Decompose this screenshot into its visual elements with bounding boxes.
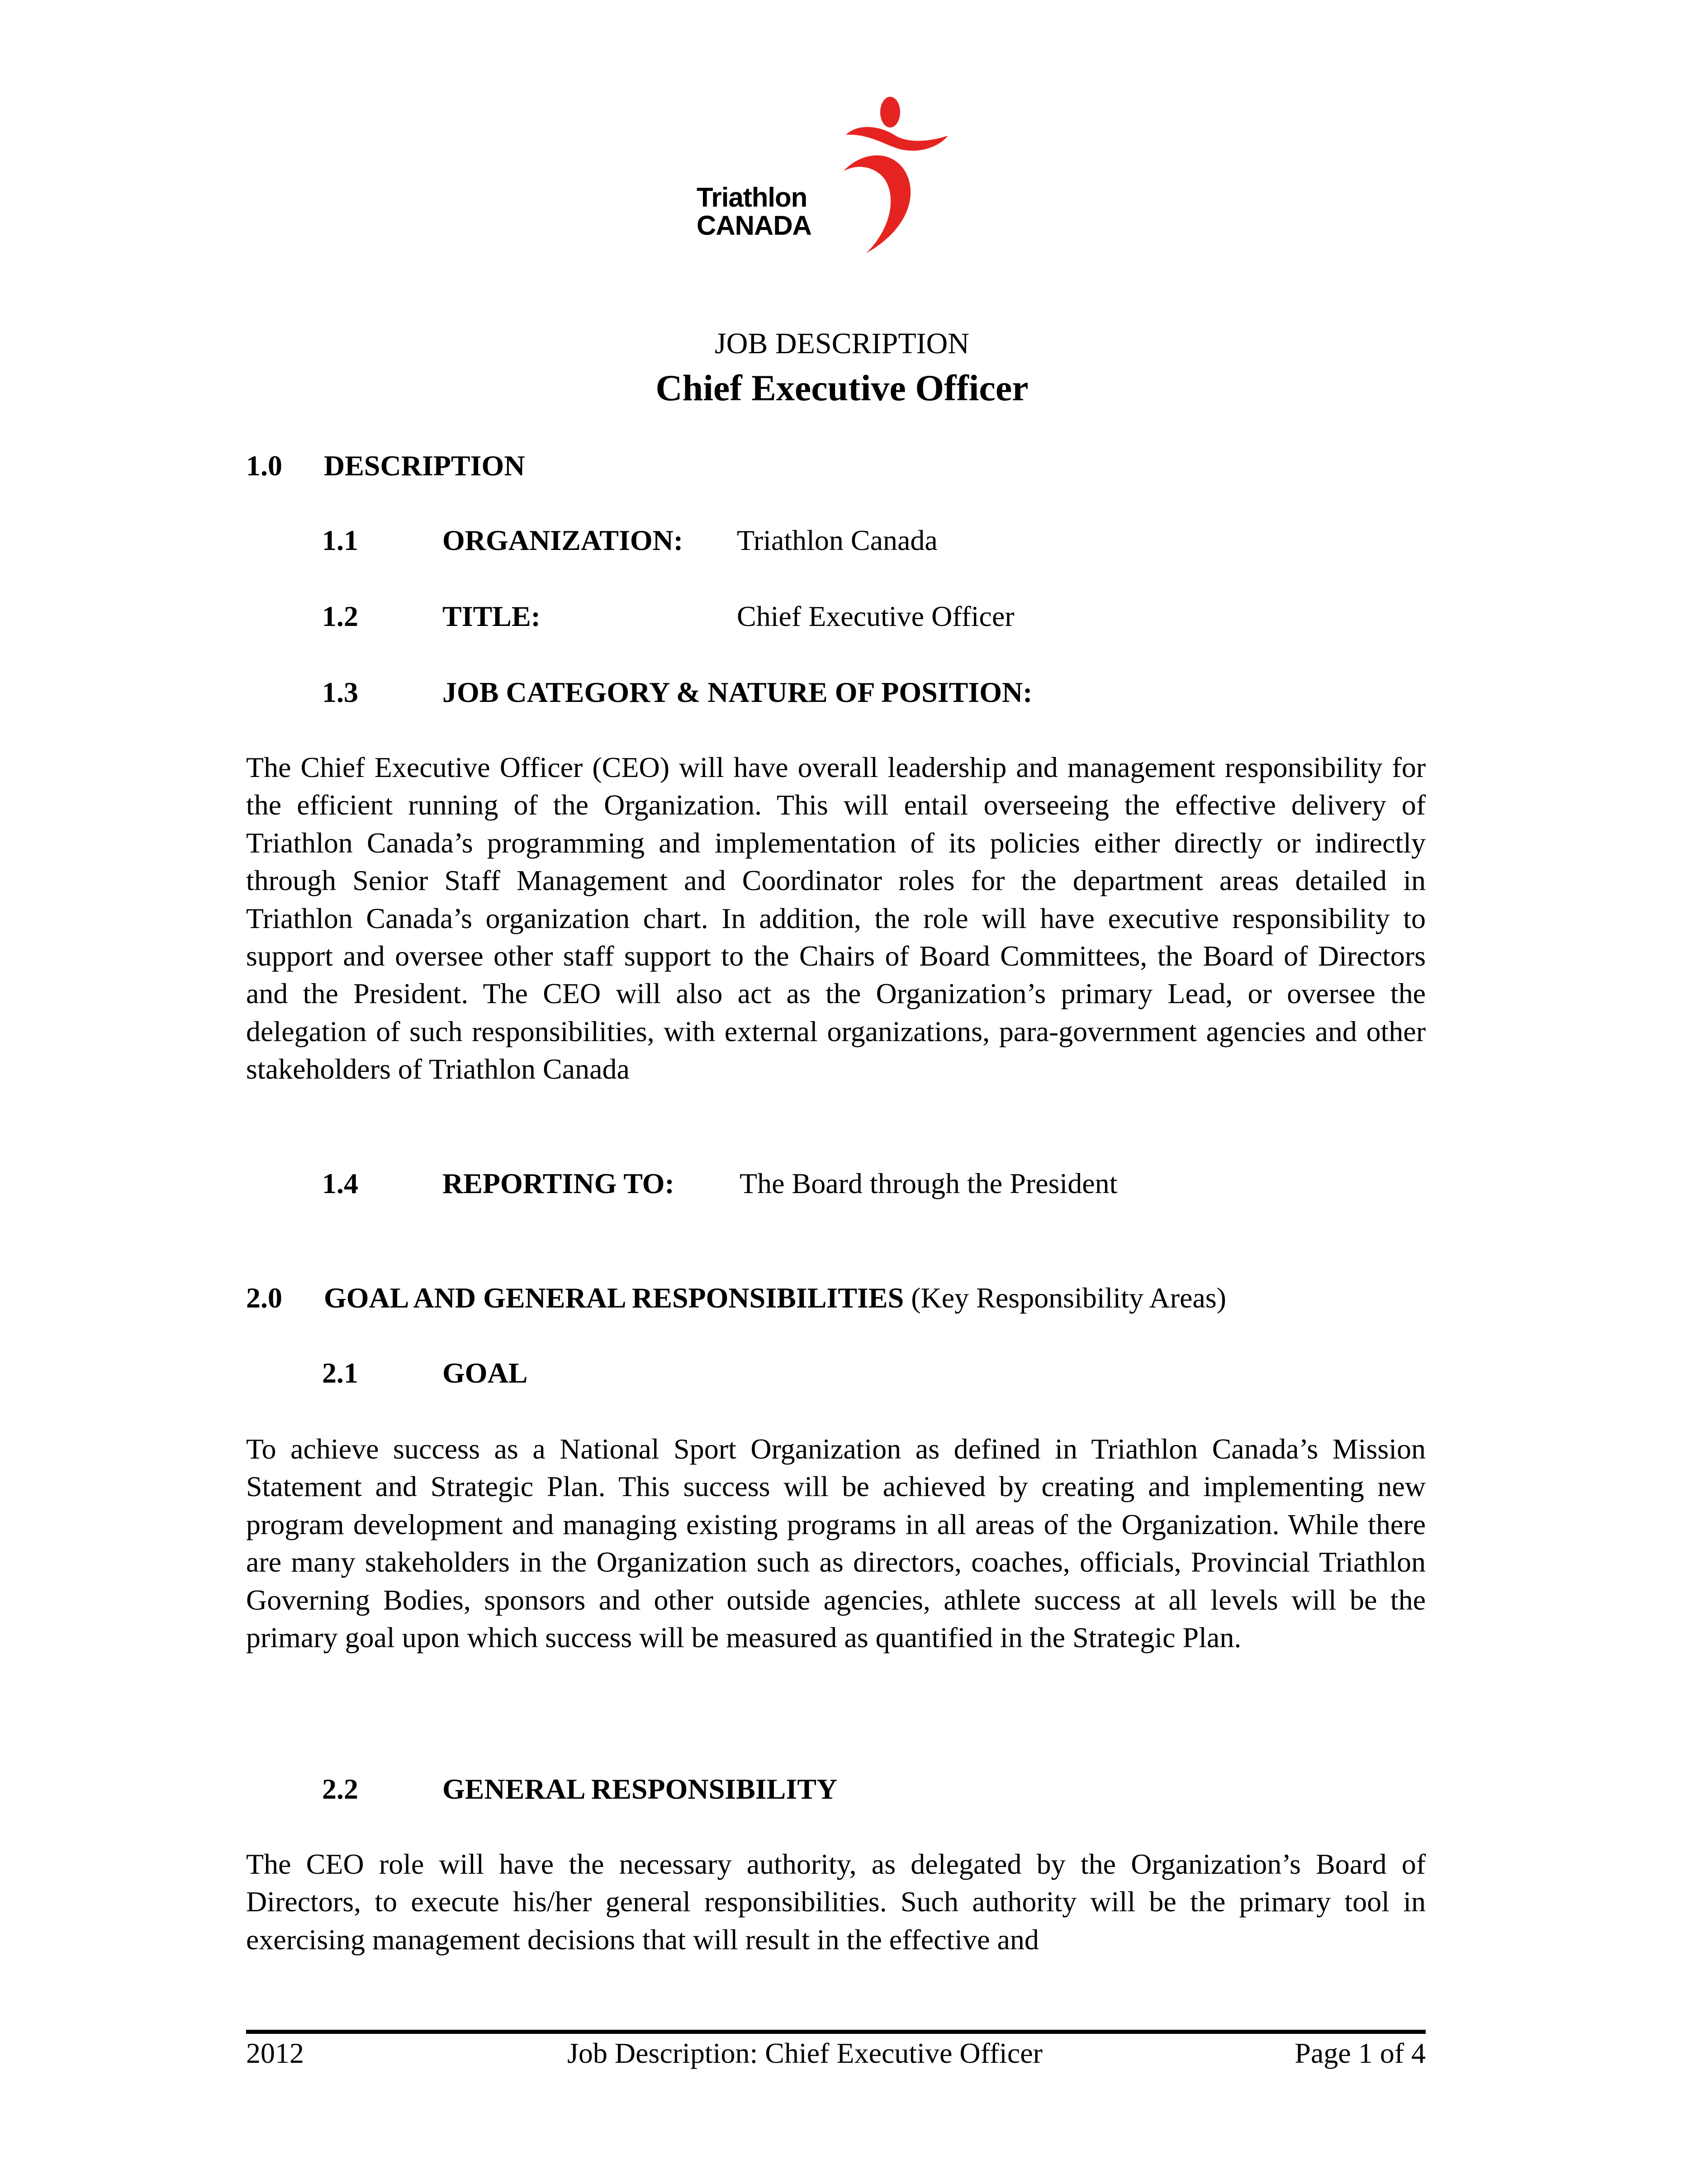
field-value: Chief Executive Officer	[737, 600, 1015, 632]
field-value: Triathlon Canada	[737, 524, 938, 556]
section-number: 1.0	[246, 450, 282, 482]
job-category-paragraph: The Chief Executive Officer (CEO) will have overall leadership and management responsibility for the efficient running of the Organization. This will entail overseeing the effective delivery of Triathlon Canada’s programming and implementation of its policies either directly or indirectly through Senior Staff Management and Coordinator roles for the department areas detailed in Triathlon Canada’s organization chart. In addition, the role will have executive responsibility to support and oversee other staff support to the Chairs of Board Committees, the Board of Directors and the President. The CEO will also act as the Organization’s primary Lead, or oversee the delegation of such responsibilities, with external organizations, para-government agencies and other stakeholders of Triathlon Canada	[246, 751, 1426, 1085]
field-number: 1.1	[322, 524, 358, 556]
field-value: The Board through the President	[740, 1167, 1118, 1199]
field-number: 1.2	[322, 600, 358, 632]
field-title	[322, 598, 1408, 635]
general-responsibility-paragraph: The CEO role will have the necessary authority, as delegated by the Organization’s Board of Directors, to execute his/her general responsibilities. Such authority will be the primary tool in exercising management decisions that will result in the effective and	[246, 1848, 1426, 1956]
triathlon-canada-runner-icon	[841, 90, 986, 258]
document-kicker: JOB DESCRIPTION	[715, 327, 969, 360]
field-organization	[322, 522, 1408, 559]
section-title: DESCRIPTION	[324, 450, 525, 482]
logo-text-line1: Triathlon	[697, 182, 807, 213]
subsection-general-responsibility	[322, 1771, 1408, 1807]
footer-document-name: Job Description: Chief Executive Officer	[567, 2037, 1043, 2069]
page-footer	[246, 2035, 1426, 2071]
subsection-number: 2.1	[322, 1357, 358, 1389]
document-title: Chief Executive Officer	[655, 367, 1029, 408]
section-title-wrap	[324, 1280, 1226, 1316]
subsection-goal	[322, 1355, 1408, 1391]
field-number: 1.4	[322, 1167, 358, 1199]
logo-text-line2: CANADA	[697, 210, 811, 241]
footer-rule	[246, 2030, 1426, 2034]
field-label: TITLE:	[442, 600, 541, 632]
field-label: JOB CATEGORY & NATURE OF POSITION:	[442, 676, 1033, 708]
footer-page-number: Page 1 of 4	[1295, 2037, 1426, 2069]
field-job-category	[322, 674, 1408, 711]
field-number: 1.3	[322, 676, 358, 708]
goal-paragraph: To achieve success as a National Sport Organization as defined in Triathlon Canada’s Mission Statement and Strategic Plan. This success will be achieved by creating and implementing new program development and managing existing programs in all areas of the Organization. While there are many stakeholders in the Organization such as directors, coaches, officials, Provincial Triathlon Governing Bodies, sponsors and other outside agencies, athlete success at all levels will be the primary goal upon which success will be measured as quantified in the Strategic Plan.	[246, 1433, 1426, 1654]
field-label: ORGANIZATION:	[442, 524, 683, 556]
field-label: REPORTING TO:	[442, 1167, 674, 1199]
footer-year: 2012	[246, 2037, 304, 2069]
subsection-number: 2.2	[322, 1773, 358, 1805]
section-1-heading	[246, 448, 1426, 484]
subsection-title: GENERAL RESPONSIBILITY	[442, 1773, 838, 1805]
subsection-title: GOAL	[442, 1357, 528, 1389]
section-title-note: (Key Responsibility Areas)	[904, 1282, 1226, 1314]
field-reporting-to	[322, 1165, 1408, 1202]
section-2-heading	[246, 1280, 1426, 1316]
section-number: 2.0	[246, 1282, 282, 1314]
section-title: GOAL AND GENERAL RESPONSIBILITIES	[324, 1282, 904, 1314]
